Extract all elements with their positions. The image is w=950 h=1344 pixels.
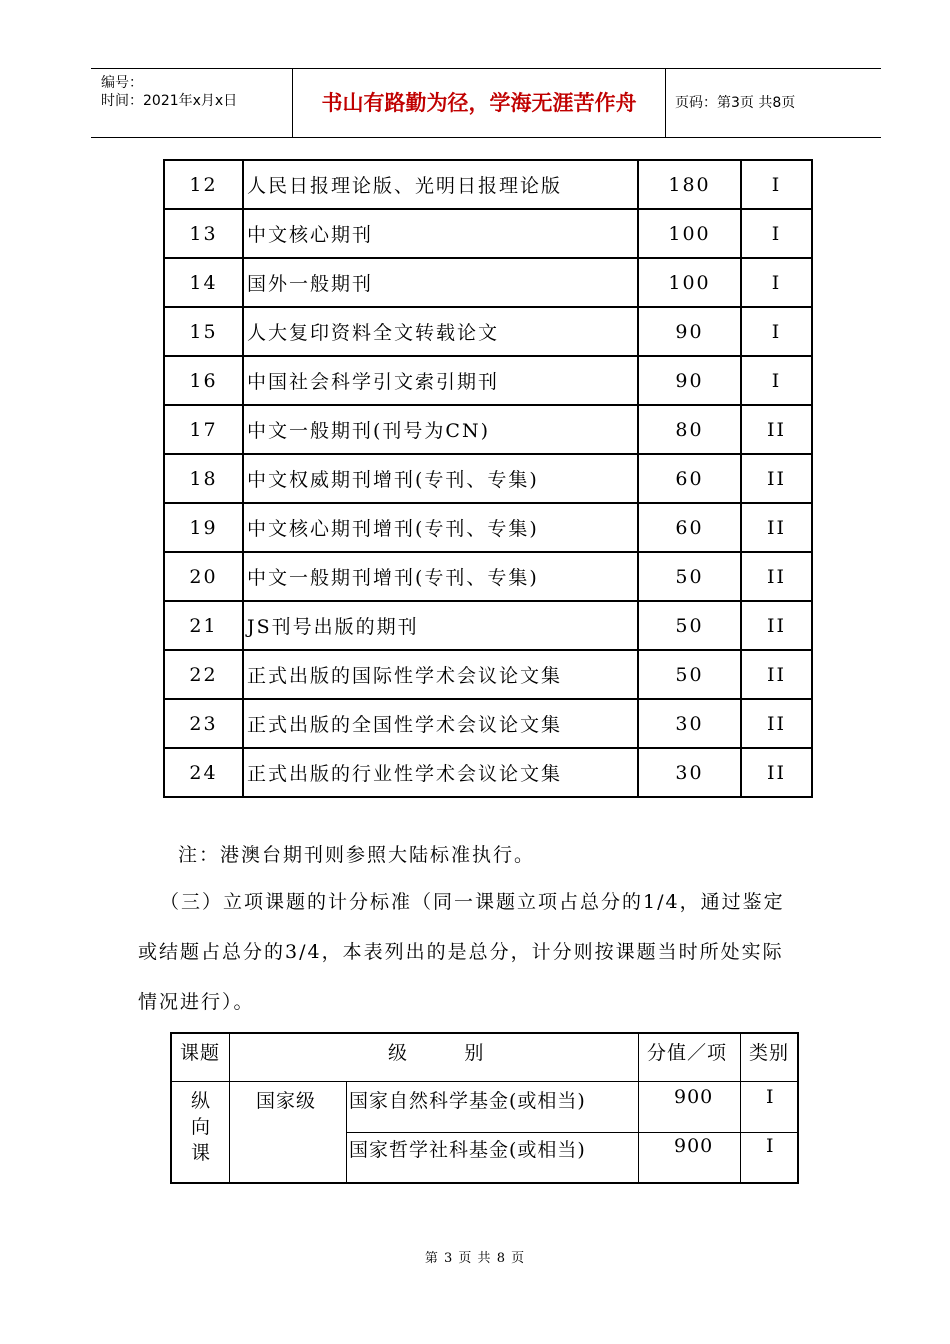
- row-value: 30: [638, 699, 741, 748]
- page-footer: 第 3 页 共 8 页: [424, 1251, 526, 1266]
- row-category: I: [741, 356, 812, 405]
- row-number: 20: [164, 552, 243, 601]
- row-divider: [172, 1081, 797, 1082]
- row-number: 15: [164, 307, 243, 356]
- row-value: 50: [638, 552, 741, 601]
- row-category: I: [741, 258, 812, 307]
- row-value: 90: [638, 307, 741, 356]
- table-row: [164, 699, 812, 748]
- project-value: 900: [674, 1135, 714, 1157]
- row-category: II: [741, 650, 812, 699]
- row-divider: [346, 1132, 797, 1133]
- row-number: 17: [164, 405, 243, 454]
- row-name: JS刊号出版的期刊: [243, 601, 638, 650]
- project-score-table: [170, 1032, 799, 1184]
- header-motto: 书山有路勤为径，学海无涯苦作舟: [293, 69, 666, 137]
- row-name: 中文一般期刊增刊(专刊、专集): [243, 552, 638, 601]
- note-text: 注：港澳台期刊则参照大陆标准执行。: [178, 844, 536, 866]
- row-value: 80: [638, 405, 741, 454]
- row-category: I: [741, 307, 812, 356]
- row-name: 正式出版的行业性学术会议论文集: [243, 748, 638, 797]
- row-name: 人民日报理论版、光明日报理论版: [243, 160, 638, 209]
- row-value: 100: [638, 258, 741, 307]
- row-value: 50: [638, 650, 741, 699]
- row-category: II: [741, 454, 812, 503]
- row-category: II: [741, 552, 812, 601]
- col-divider: [638, 1034, 639, 1182]
- group-label-char: 纵: [191, 1090, 212, 1112]
- row-number: 21: [164, 601, 243, 650]
- section3-line2: 或结题占总分的3/4，本表列出的是总分，计分则按课题当时所处实际: [138, 941, 784, 963]
- header-page-label: 页码：第3页 共8页: [675, 95, 796, 111]
- project-name: 国家自然科学基金(或相当): [349, 1090, 586, 1112]
- row-value: 50: [638, 601, 741, 650]
- table-row: [164, 307, 812, 356]
- row-number: 18: [164, 454, 243, 503]
- table-row: [164, 209, 812, 258]
- row-name: 中文核心期刊: [243, 209, 638, 258]
- header-topic: 课题: [180, 1042, 221, 1064]
- section3-line3: 情况进行）。: [138, 991, 255, 1013]
- row-category: II: [741, 699, 812, 748]
- row-name: 中国社会科学引文索引期刊: [243, 356, 638, 405]
- row-name: 正式出版的全国性学术会议论文集: [243, 699, 638, 748]
- table-row: [164, 503, 812, 552]
- row-category: I: [741, 160, 812, 209]
- table-row: [164, 650, 812, 699]
- header-value: 分值／项: [647, 1042, 728, 1064]
- row-category: II: [741, 748, 812, 797]
- project-value: 900: [674, 1086, 714, 1108]
- table-row: [164, 454, 812, 503]
- row-value: 90: [638, 356, 741, 405]
- page-header: [91, 68, 881, 138]
- row-name: 中文核心期刊增刊(专刊、专集): [243, 503, 638, 552]
- group-label-char: 课: [191, 1142, 212, 1164]
- table-row: [164, 160, 812, 209]
- row-name: 中文权威期刊增刊(专刊、专集): [243, 454, 638, 503]
- table-row: [164, 552, 812, 601]
- project-category: I: [766, 1135, 775, 1157]
- table-row: [164, 601, 812, 650]
- col-divider: [740, 1034, 741, 1182]
- row-value: 30: [638, 748, 741, 797]
- time-label: 时间：2021年x月x日: [101, 93, 238, 109]
- section3-line1: （三）立项课题的计分标准（同一课题立项占总分的1/4，通过鉴定: [160, 891, 785, 913]
- level-name: 国家级: [256, 1090, 317, 1112]
- header-level: 级 别: [388, 1042, 485, 1064]
- row-number: 14: [164, 258, 243, 307]
- row-name: 国外一般期刊: [243, 258, 638, 307]
- row-number: 24: [164, 748, 243, 797]
- row-name: 人大复印资料全文转载论文: [243, 307, 638, 356]
- project-category: I: [766, 1086, 775, 1108]
- row-number: 23: [164, 699, 243, 748]
- header-category: 类别: [749, 1042, 790, 1064]
- group-label-char: 向: [191, 1116, 212, 1138]
- row-category: II: [741, 405, 812, 454]
- row-number: 12: [164, 160, 243, 209]
- col-divider: [229, 1034, 230, 1182]
- row-number: 19: [164, 503, 243, 552]
- project-name: 国家哲学社科基金(或相当): [349, 1139, 586, 1161]
- table-row: [164, 748, 812, 797]
- header-meta: [91, 69, 293, 137]
- row-value: 60: [638, 454, 741, 503]
- row-number: 13: [164, 209, 243, 258]
- row-value: 100: [638, 209, 741, 258]
- row-category: II: [741, 601, 812, 650]
- row-number: 22: [164, 650, 243, 699]
- table-row: [164, 258, 812, 307]
- row-value: 180: [638, 160, 741, 209]
- journal-score-table: [163, 159, 813, 798]
- row-category: I: [741, 209, 812, 258]
- row-name: 正式出版的国际性学术会议论文集: [243, 650, 638, 699]
- row-number: 16: [164, 356, 243, 405]
- table-row: [164, 356, 812, 405]
- row-category: II: [741, 503, 812, 552]
- row-name: 中文一般期刊(刊号为CN): [243, 405, 638, 454]
- table-row: [164, 405, 812, 454]
- number-label: 编号：: [101, 75, 143, 91]
- row-value: 60: [638, 503, 741, 552]
